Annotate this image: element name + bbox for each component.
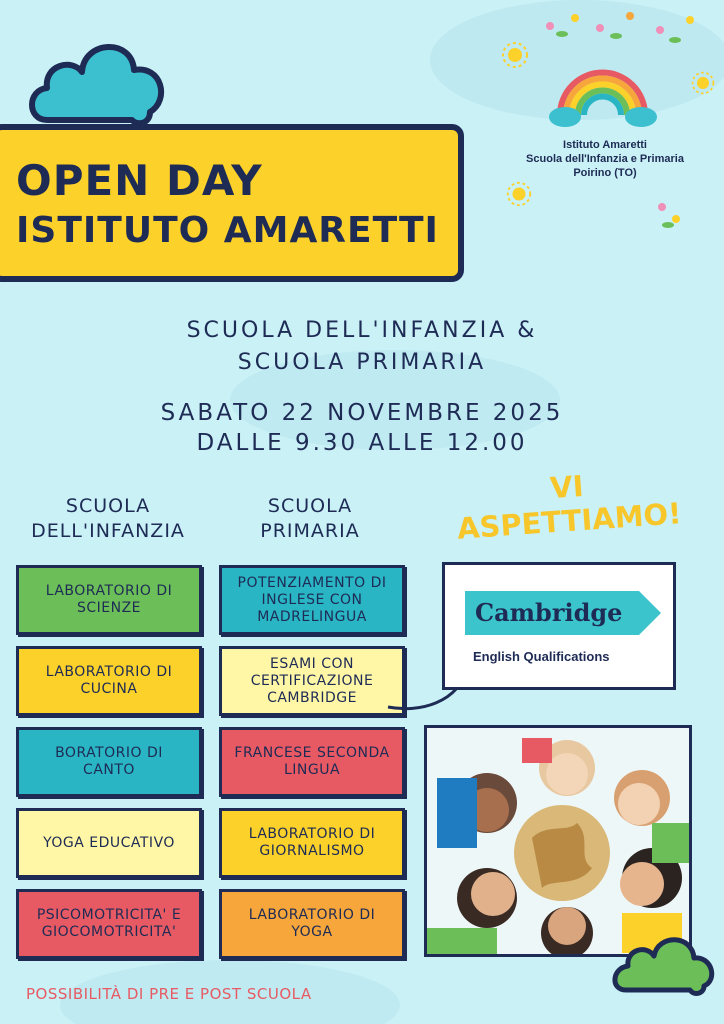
rainbow-cloud-icon [545,55,660,130]
title-line-1: OPEN DAY [16,156,263,205]
cambridge-badge [465,591,639,635]
subtitle-line-1: SCUOLA DELL'INFANZIA & [186,318,538,343]
cloud-icon [22,20,172,140]
sun-icon [690,70,716,96]
event-date: SABATO 22 NOVEMBRE 2025 [160,400,564,426]
activity-card: LABORATORIO DI SCIENZE [16,565,202,635]
title-banner [0,124,464,282]
children-globe-illustration [427,728,689,954]
activity-card: ESAMI CON CERTIFICAZIONE CAMBRIDGE [219,646,405,716]
welcome-message [436,461,700,547]
cambridge-logo-box [442,562,676,690]
school-name: Istituto Amaretti [563,139,647,151]
column-header-line: SCUOLA [65,495,151,517]
activity-card: BORATORIO DI CANTO [16,727,202,797]
activity-card: PSICOMOTRICITA' E GIOCOMOTRICITA' [16,889,202,959]
activity-card: FRANCESE SECONDA LINGUA [219,727,405,797]
sun-icon [505,180,533,208]
activity-card: POTENZIAMENTO DI INGLESE CON MADRELINGUA [219,565,405,635]
flowers-icon [650,195,690,235]
welcome-line: VI [549,468,585,506]
column-header-infanzia [8,494,208,544]
sun-icon [500,40,530,70]
activity-card: LABORATORIO DI GIORNALISMO [219,808,405,878]
column-header-primaria [210,494,410,544]
activity-card: LABORATORIO DI CUCINA [16,646,202,716]
event-time: DALLE 9.30 ALLE 12.00 [196,430,528,456]
flowers-icon [530,6,710,56]
footer-note: POSSIBILITÀ DI PRE E POST SCUOLA [26,985,312,1003]
cloud-icon [608,922,720,1002]
column-header-line: SCUOLA [267,495,353,517]
school-location: Poirino (TO) [573,167,637,179]
title-line-2: ISTITUTO AMARETTI [16,210,439,251]
activity-card: LABORATORIO DI YOGA [219,889,405,959]
cambridge-wordmark: Cambridge [475,598,623,627]
cambridge-subtitle: English Qualifications [473,649,610,664]
activity-card: YOGA EDUCATIVO [16,808,202,878]
subtitle-line-2: SCUOLA PRIMARIA [237,350,487,375]
column-header-line: DELL'INFANZIA [31,520,185,542]
column-header-line: PRIMARIA [260,520,360,542]
school-type: Scuola dell'Infanzia e Primaria [526,153,684,165]
welcome-line: ASPETTIAMO! [455,496,683,546]
